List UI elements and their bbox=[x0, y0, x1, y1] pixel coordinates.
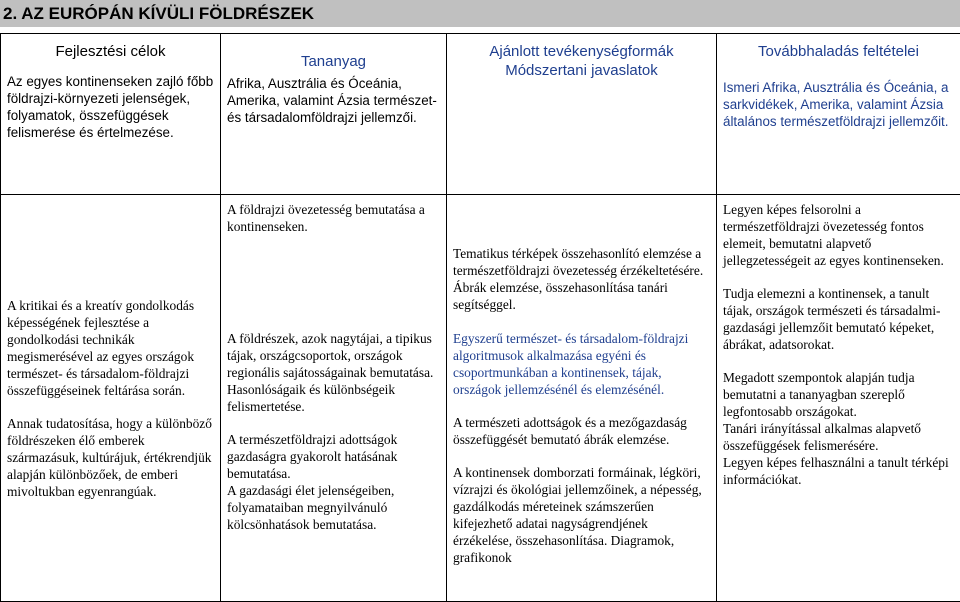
curriculum-table bbox=[0, 33, 960, 602]
body-development-goals bbox=[1, 195, 221, 602]
intro-curriculum: Afrika, Ausztrália és Óceánia, Amerika, valamint Ázsia természet- és társadalomföldrajzi jellemzői. bbox=[227, 75, 440, 126]
progression-paragraph: Tanári irányítással alkalmas alapvető összefüggések felismerésére. bbox=[723, 420, 954, 454]
body-activities bbox=[447, 195, 717, 602]
curriculum-paragraph: A földrajzi övezetesség bemutatása a kontinenseken. bbox=[227, 201, 440, 235]
body-row bbox=[1, 195, 960, 602]
curriculum-paragraph: A természetföldrajzi adottságok gazdaságra gyakorolt hatásának bemutatása. bbox=[227, 431, 440, 482]
header-progression bbox=[717, 34, 960, 195]
progression-paragraph: Tudja elemezni a kontinensek, a tanult tájak, országok természeti és társadalmi-gazdasági jellemzőit bemutató képeket, ábrákat, adatsorokat. bbox=[723, 285, 954, 353]
header-curriculum bbox=[221, 34, 447, 195]
body-progression bbox=[717, 195, 960, 602]
progression-paragraph: Legyen képes felhasználni a tanult térképi információkat. bbox=[723, 454, 954, 488]
header-col3-line2: Módszertani javaslatok bbox=[453, 61, 710, 80]
activity-paragraph: Tematikus térképek összehasonlító elemzése a természetföldrajzi övezetesség érzékeltetésére. bbox=[453, 245, 710, 279]
activity-paragraph: Egyszerű természet- és társadalom-földrajzi algoritmusok alkalmazása egyéni és csoportmunkában a kontinensek, tájak, országok jellemzésénél és elemzésénél. bbox=[453, 330, 710, 398]
header-col4-label: Továbbhaladás feltételei bbox=[723, 42, 954, 61]
progression-paragraph: Megadott szempontok alapján tudja bemutatni a tananyagban szereplő legfontosabb országokat. bbox=[723, 369, 954, 420]
header-col1-label: Fejlesztési célok bbox=[7, 42, 214, 61]
intro-progression: Ismeri Afrika, Ausztrália és Óceánia, a sarkvidékek, Amerika, valamint Ázsia általános természetföldrajzi jellemzőit. bbox=[723, 79, 954, 130]
curriculum-paragraph: A gazdasági élet jelenségeiben, folyamataiban megnyilvánuló kölcsönhatások bemutatása. bbox=[227, 482, 440, 533]
header-development-goals bbox=[1, 34, 221, 195]
activity-paragraph: A kontinensek domborzati formáinak, légköri, vízrajzi és ökológiai jellemzőinek, a népesség, gazdálkodás méreteinek számszerűen kifejezhető adatai nagyságrendjének érzékelése, összehasonlítása. Diagramok, grafikonok bbox=[453, 464, 710, 566]
goal-paragraph: A kritikai és a kreatív gondolkodás képességének fejlesztése a gondolkodási technikák megismerésével az egyes országok természet- és társadalom-földrajzi összefüggéseinek feltárása során. bbox=[7, 297, 214, 399]
intro-development-goals: Az egyes kontinenseken zajló főbb földrajzi-környezeti jelenségek, folyamatok, összefüggések felismerése és értelmezése. bbox=[7, 73, 214, 141]
body-curriculum bbox=[221, 195, 447, 602]
activity-paragraph: A természeti adottságok és a mezőgazdaság összefüggését bemutató ábrák elemzése. bbox=[453, 414, 710, 448]
header-activities bbox=[447, 34, 717, 195]
header-col3-line1: Ajánlott tevékenységformák bbox=[453, 42, 710, 61]
progression-paragraph: Legyen képes felsorolni a természetföldrajzi övezetesség fontos elemeit, bemutatni alapvető jellegzetességeit az egyes kontinenseken. bbox=[723, 201, 954, 269]
header-row bbox=[1, 34, 960, 195]
goal-paragraph: Annak tudatosítása, hogy a különböző földrészeken élő emberek származásuk, kultúrájuk, értékrendjük alapján különbözőek, de emberi mivoltukban egyenrangúak. bbox=[7, 415, 214, 500]
curriculum-paragraph: A földrészek, azok nagytájai, a tipikus tájak, országcsoportok, országok regionális sajátosságainak bemutatása. Hasonlóságaik és különbségeik felismertetése. bbox=[227, 330, 440, 415]
header-col2-label: Tananyag bbox=[227, 52, 440, 71]
activity-paragraph: Ábrák elemzése, összehasonlítása tanári segítséggel. bbox=[453, 279, 710, 313]
section-title: 2. AZ EURÓPÁN KÍVÜLI FÖLDRÉSZEK bbox=[0, 0, 960, 27]
